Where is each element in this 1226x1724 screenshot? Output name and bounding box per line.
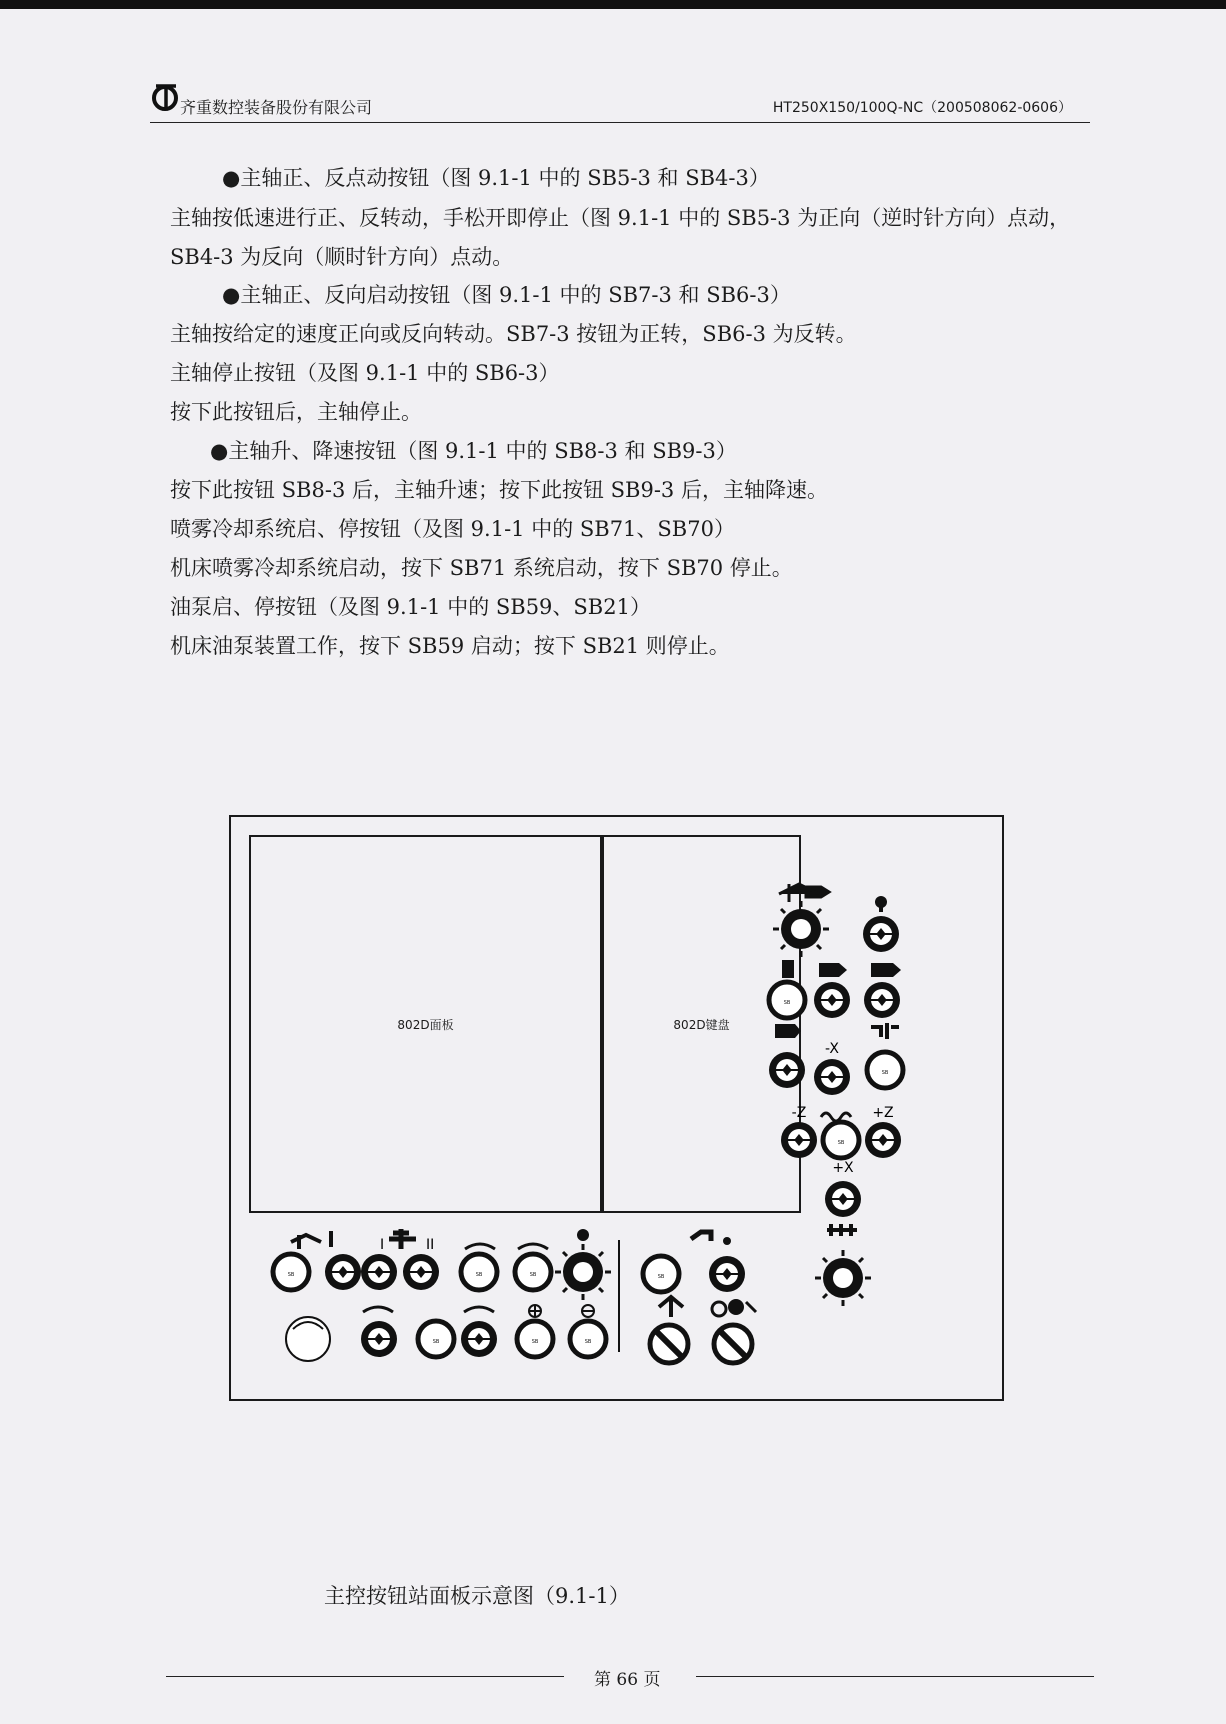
- 802d-panel-label: 802D面板: [397, 1017, 454, 1032]
- body-text: [170, 160, 1100, 667]
- top-right-button[interactable]: [863, 916, 899, 952]
- indicator-icon: [723, 1237, 731, 1245]
- jog-plus-z-button[interactable]: [865, 1122, 901, 1158]
- coolant-icon: [691, 1232, 711, 1241]
- company-logo: [150, 80, 182, 112]
- chuck-icon-2: [871, 963, 901, 977]
- chuck-icon-1: [819, 963, 847, 977]
- lamp-icon: [782, 960, 794, 978]
- tool-button[interactable]: [769, 1052, 805, 1088]
- roman-label-ii: II: [426, 1237, 435, 1253]
- spindle-load-gauge: [286, 1317, 330, 1361]
- gear-i-button[interactable]: [361, 1254, 397, 1290]
- spindle-jog-icon: [291, 1231, 331, 1249]
- paragraph-10: 机床喷雾冷却系统启动，按下 SB71 系统启动，按下 SB70 停止。: [170, 556, 793, 580]
- axis-label-plus-x: +X: [832, 1160, 854, 1176]
- jog-minus-z-button[interactable]: [781, 1122, 817, 1158]
- panel-controls: SB -X -Z +Z +X I II: [231, 817, 1002, 1399]
- clamp-button[interactable]: [867, 1052, 903, 1088]
- paragraph-9: 喷雾冷却系统启、停按钮（及图 9.1-1 中的 SB71、SB70）: [170, 517, 735, 541]
- emergency-icon: [875, 896, 887, 912]
- roman-label-i: I: [380, 1237, 385, 1253]
- minus-circle-icon: [582, 1305, 594, 1317]
- 802d-keyboard-label: 802D键盘: [673, 1017, 730, 1032]
- paragraph-11: 油泵启、停按钮（及图 9.1-1 中的 SB59、SB21）: [170, 595, 651, 619]
- speed-up-arc-icon: [465, 1244, 495, 1249]
- rapid-button[interactable]: [823, 1122, 859, 1158]
- axis-label-plus-z: +Z: [872, 1105, 894, 1121]
- jog-minus-x-button[interactable]: [814, 1059, 850, 1095]
- spray-icon: [712, 1299, 756, 1316]
- feed-icon: [827, 1224, 857, 1236]
- sb-button-2[interactable]: [461, 1254, 497, 1290]
- scan-top-edge: [0, 0, 1226, 9]
- sb-button-8[interactable]: [517, 1321, 553, 1357]
- coolant-button[interactable]: [709, 1256, 745, 1292]
- chuck-button-2[interactable]: [864, 982, 900, 1018]
- feed-override-knob[interactable]: [815, 1250, 871, 1306]
- chuck-button-1[interactable]: [814, 982, 850, 1018]
- sb-button-7[interactable]: [461, 1321, 497, 1357]
- company-name: 齐重数控装备股份有限公司: [180, 98, 373, 117]
- gear-range-icon: [389, 1229, 416, 1249]
- mode-select-knob[interactable]: [555, 1244, 611, 1300]
- spindle-override-knob[interactable]: [773, 901, 829, 957]
- knob-indicator-icon: [577, 1229, 589, 1241]
- footer-rule-right: [696, 1676, 1094, 1677]
- page-number: 第 66 页: [594, 1670, 661, 1690]
- clamp-icon: [871, 1023, 899, 1039]
- oil-pump-selector[interactable]: [650, 1325, 688, 1363]
- paragraph-7: ●主轴升、降速按钮（图 9.1-1 中的 SB8-3 和 SB9-3）: [210, 439, 737, 463]
- paragraph-3: ●主轴正、反向启动按钮（图 9.1-1 中的 SB7-3 和 SB6-3）: [222, 283, 791, 307]
- spindle-jog-button[interactable]: [325, 1254, 361, 1290]
- rapid-icon: [821, 1113, 851, 1121]
- sb-button-1[interactable]: [273, 1254, 309, 1290]
- paragraph-8: 按下此按钮 SB8-3 后，主轴升速；按下此按钮 SB9-3 后，主轴降速。: [170, 478, 828, 502]
- jog-plus-x-button[interactable]: [825, 1181, 861, 1217]
- arc-icon-2: [464, 1307, 494, 1312]
- gear-ii-button[interactable]: [403, 1254, 439, 1290]
- plus-circle-icon: [529, 1305, 541, 1317]
- document-id: HT250X150/100Q-NC（200508062-0606）: [772, 100, 1072, 116]
- paragraph-12: 机床油泵装置工作，按下 SB59 启动；按下 SB21 则停止。: [170, 634, 730, 658]
- figure-caption: 主控按钮站面板示意图（9.1-1）: [324, 1584, 630, 1608]
- arc-icon-1: [363, 1307, 393, 1312]
- sb-button-5[interactable]: [361, 1321, 397, 1357]
- sb-button-9[interactable]: [570, 1321, 606, 1357]
- paragraph-6: 按下此按钮后，主轴停止。: [170, 400, 422, 424]
- footer-rule-left: [166, 1676, 564, 1677]
- sb-button-4[interactable]: [643, 1256, 679, 1292]
- paragraph-5: 主轴停止按钮（及图 9.1-1 中的 SB6-3）: [170, 361, 560, 385]
- axis-label-minus-x: -X: [825, 1041, 839, 1057]
- spindle-gear-icon: [779, 884, 829, 902]
- tool-icon: [775, 1024, 801, 1038]
- axis-label-minus-z: -Z: [791, 1105, 807, 1121]
- sb-button-6[interactable]: [418, 1321, 454, 1357]
- sb-button-3[interactable]: [515, 1254, 551, 1290]
- lamp-button[interactable]: [769, 982, 805, 1018]
- control-panel-figure: [229, 815, 1004, 1401]
- paragraph-4: 主轴按给定的速度正向或反向转动。SB7-3 按钮为正转，SB6-3 为反转。: [170, 322, 857, 346]
- header-rule: [150, 122, 1090, 123]
- page-header: [150, 80, 1090, 126]
- paragraph-1: ●主轴正、反点动按钮（图 9.1-1 中的 SB5-3 和 SB4-3）: [222, 166, 770, 190]
- paragraph-2: 主轴按低速进行正、反转动，手松开即停止（图 9.1-1 中的 SB5-3 为正向（逆时针方向）点动，SB4-3 为反向（顺时针方向）点动。: [170, 206, 1071, 269]
- spray-cooling-selector[interactable]: [714, 1325, 752, 1363]
- pump-icon: [659, 1297, 683, 1317]
- speed-down-arc-icon: [518, 1244, 548, 1249]
